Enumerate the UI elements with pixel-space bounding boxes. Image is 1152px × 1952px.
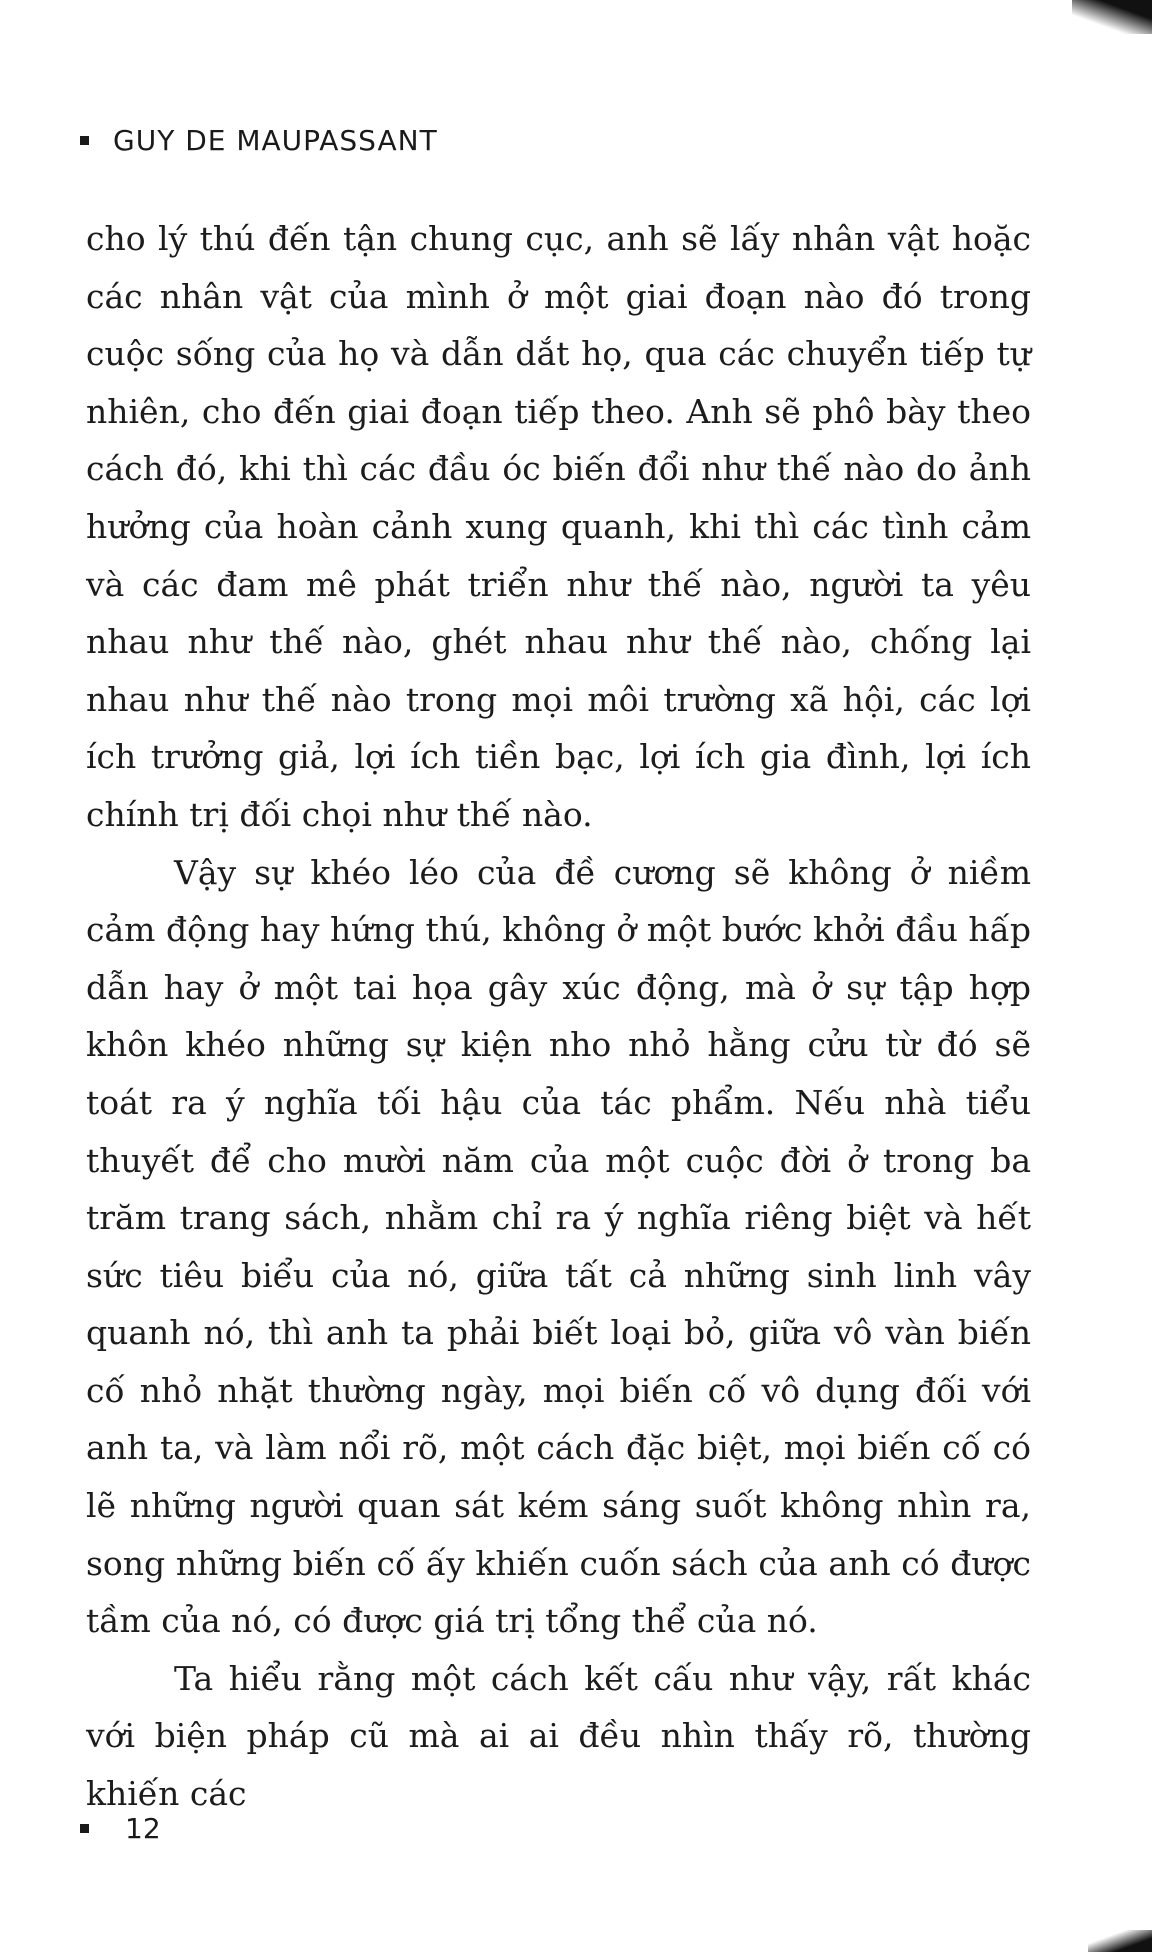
- running-header: [80, 124, 438, 157]
- page-footer: [80, 1812, 161, 1845]
- scan-edge-shadow: [1072, 0, 1152, 34]
- page-number: 12: [125, 1812, 161, 1845]
- scan-edge-shadow: [1088, 1930, 1152, 1952]
- paragraph: Ta hiểu rằng một cách kết cấu như vậy, rất khác với biện pháp cũ mà ai ai đều nhìn thấy rõ, thường khiến các: [86, 1658, 1031, 1814]
- paragraph: cho lý thú đến tận chung cục, anh sẽ lấy nhân vật hoặc các nhân vật của mình ở một giai đoạn nào đó trong cuộc sống của họ và dẫn dắt họ, qua các chuyển tiếp tự nhiên, cho đến giai đoạn tiếp theo. Anh sẽ phô bày theo cách đó, khi thì các đầu óc biến đổi như thế nào do ảnh hưởng của hoàn cảnh xung quanh, khi thì các tình cảm và các đam mê phát triển như thế nào, người ta yêu nhau như thế nào, ghét nhau như thế nào, chống lại nhau như thế nào trong mọi môi trường xã hội, các lợi ích trưởng giả, lợi ích tiền bạc, lợi ích gia đình, lợi ích chính trị đối chọi như thế nào.: [86, 219, 1031, 834]
- footer-bullet-icon: [80, 1824, 89, 1833]
- body-text: [86, 210, 1031, 1823]
- paragraph: Vậy sự khéo léo của đề cương sẽ không ở niềm cảm động hay hứng thú, không ở một bước khởi đầu hấp dẫn hay ở một tai họa gây xúc động, mà ở sự tập hợp khôn khéo những sự kiện nho nhỏ hằng cửu từ đó sẽ toát ra ý nghĩa tối hậu của tác phẩm. Nếu nhà tiểu thuyết để cho mười năm của một cuộc đời ở trong ba trăm trang sách, nhằm chỉ ra ý nghĩa riêng biệt và hết sức tiêu biểu của nó, giữa tất cả những sinh linh vây quanh nó, thì anh ta phải biết loại bỏ, giữa vô vàn biến cố nhỏ nhặt thường ngày, mọi biến cố vô dụng đối với anh ta, và làm nổi rõ, một cách đặc biệt, mọi biến cố có lẽ những người quan sát kém sáng suốt không nhìn ra, song những biến cố ấy khiến cuốn sách của anh có được tầm của nó, có được giá trị tổng thể của nó.: [86, 852, 1031, 1641]
- running-title: GUY DE MAUPASSANT: [113, 124, 438, 157]
- header-bullet-icon: [80, 136, 89, 145]
